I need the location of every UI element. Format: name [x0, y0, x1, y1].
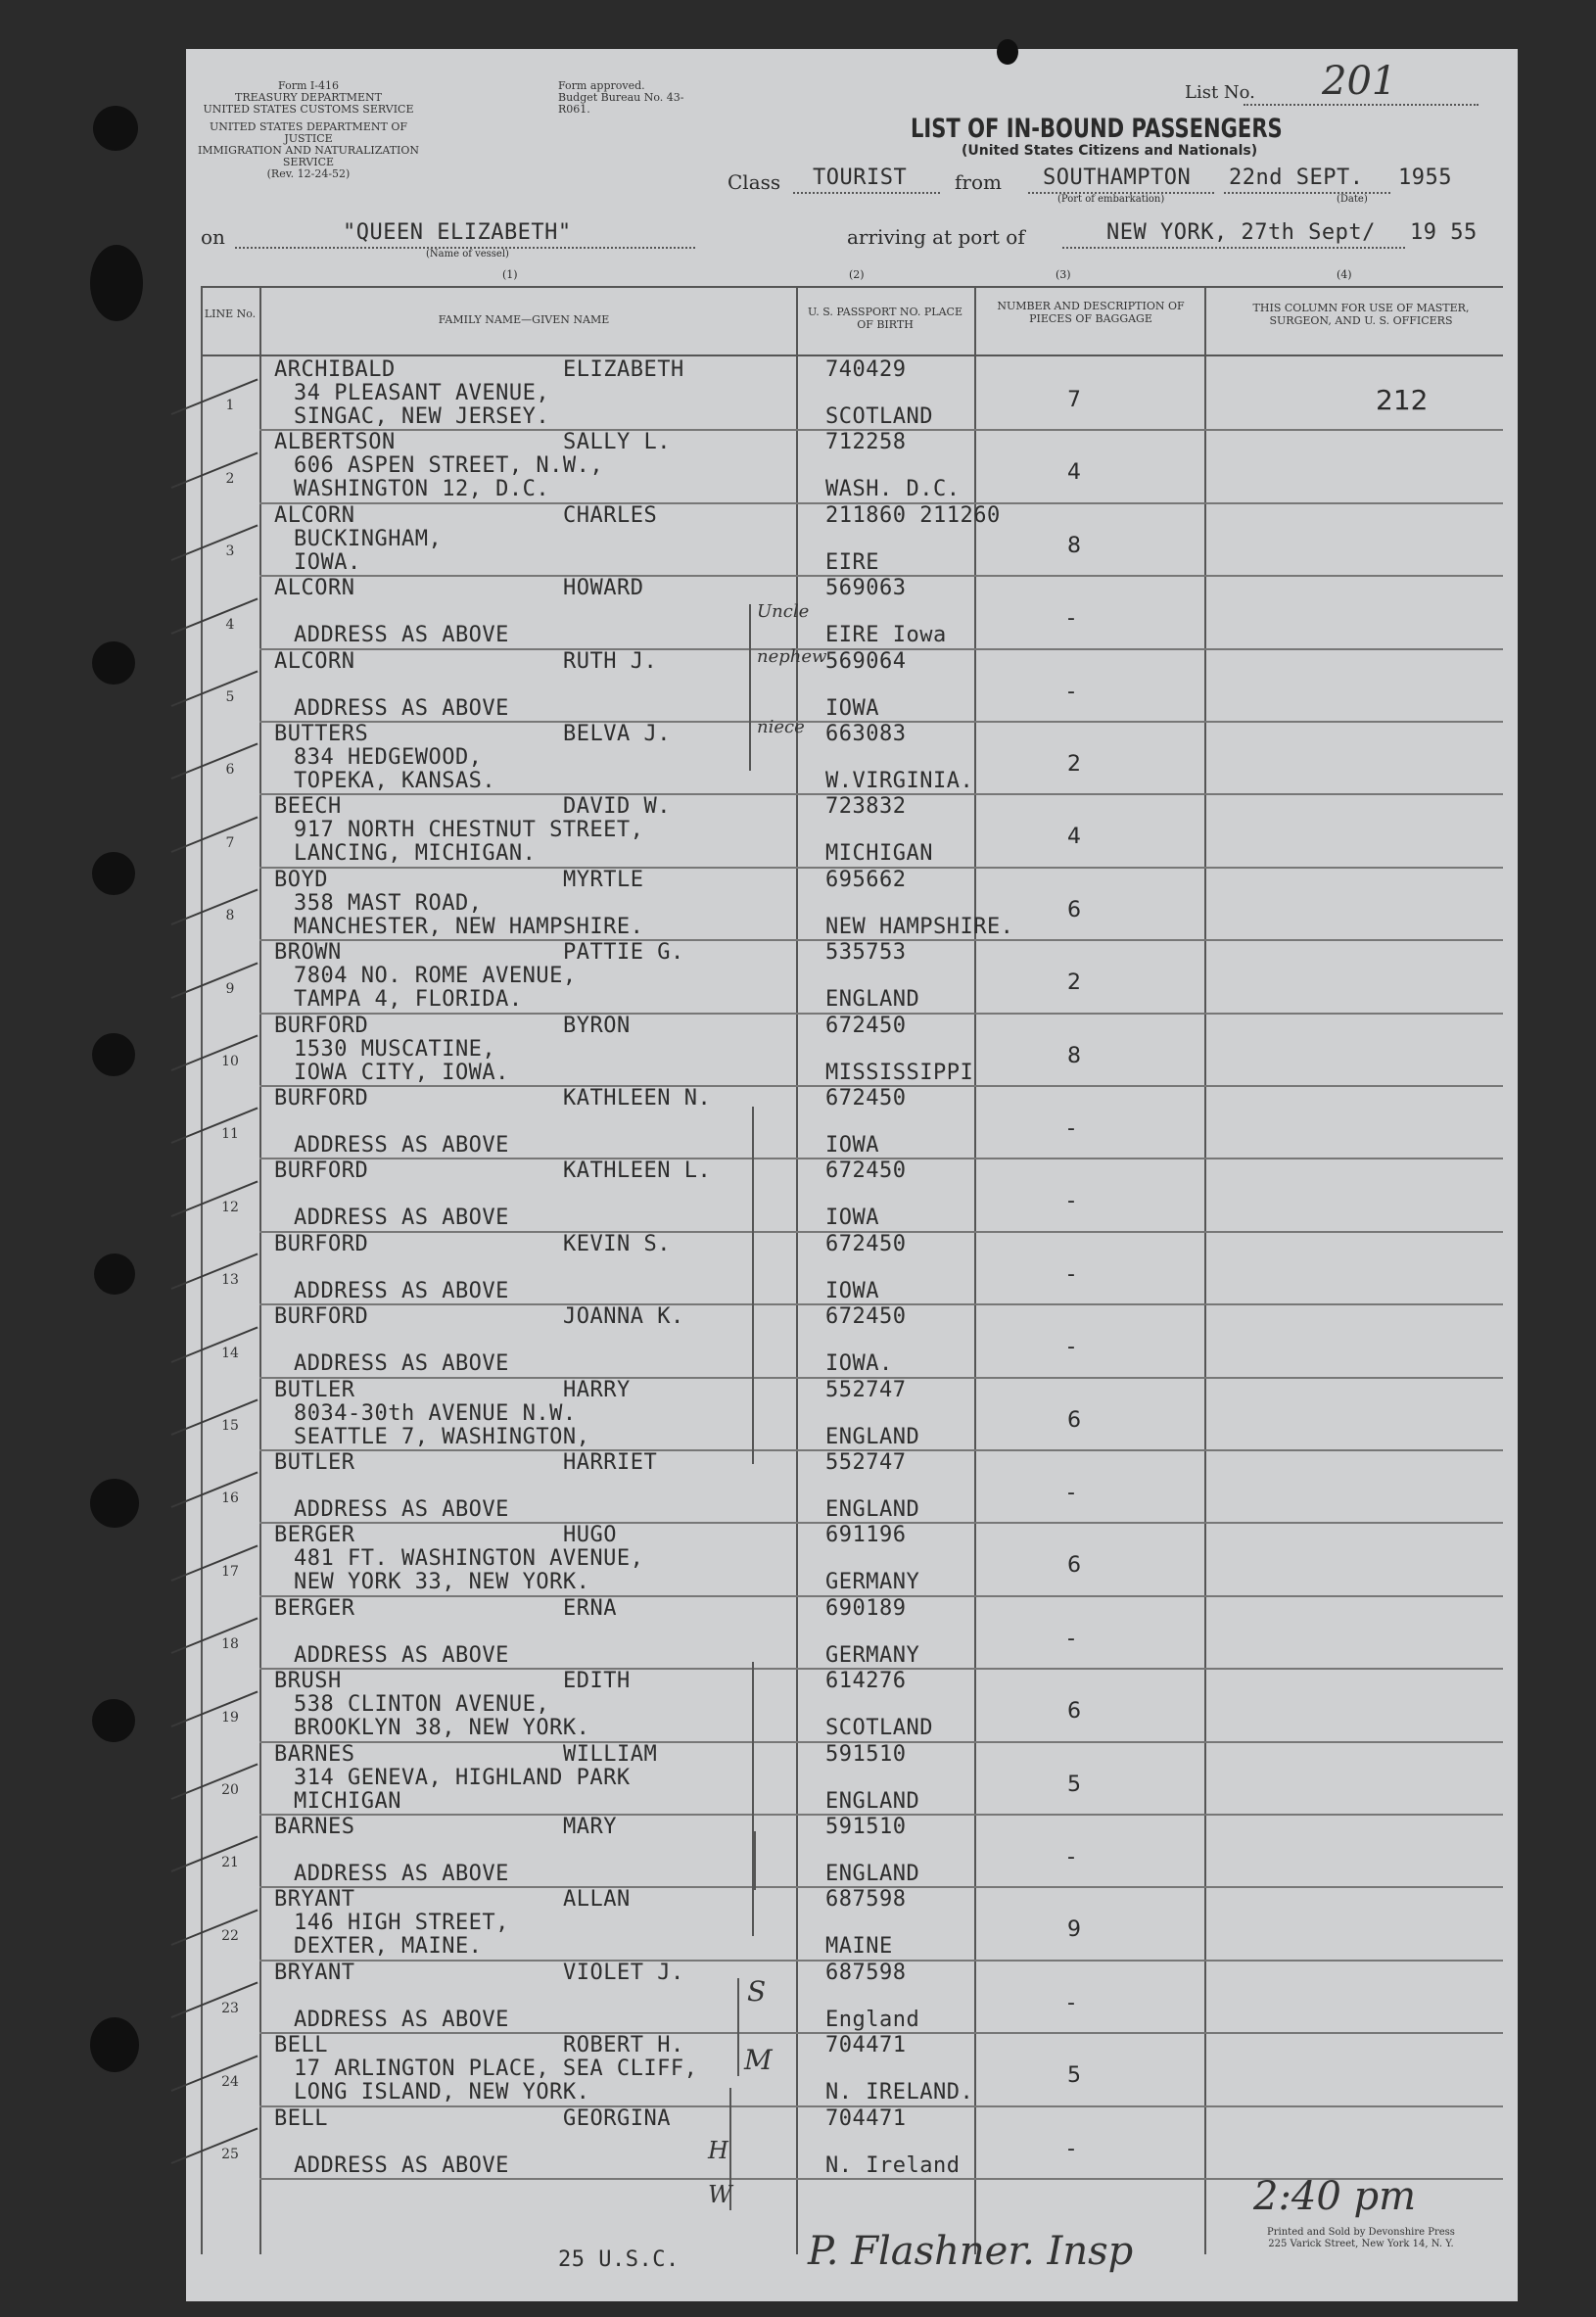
- table-row: [201, 941, 1503, 1014]
- line-number: 4: [225, 616, 235, 633]
- place-of-birth: MAINE: [825, 1934, 893, 1960]
- line-number: 10: [221, 1053, 239, 1069]
- given-name: HARRY: [563, 1377, 631, 1402]
- given-name: KATHLEEN L.: [563, 1158, 712, 1184]
- table-row: [201, 1305, 1503, 1378]
- line-number: 13: [221, 1272, 239, 1289]
- address-line-2: ADDRESS AS ABOVE: [294, 1862, 509, 1886]
- address-line-2: IOWA.: [294, 549, 361, 575]
- line-number: 1: [225, 398, 235, 414]
- place-of-birth: N. IRELAND.: [825, 2080, 974, 2105]
- list-no-label: List No.: [1185, 82, 1255, 103]
- place-of-birth: IOWA: [825, 1278, 879, 1303]
- family-name: BUTLER: [274, 1377, 355, 1402]
- table-row: [201, 1159, 1503, 1232]
- family-name: BARNES: [274, 1815, 355, 1839]
- baggage-count: -: [1067, 679, 1075, 704]
- given-name: CHARLES: [563, 502, 658, 528]
- baggage-count: 5: [1067, 2063, 1081, 2089]
- form-approval: Form approved. Budget Bureau No. 43-R061.: [558, 79, 684, 116]
- family-name: BRUSH: [274, 1669, 342, 1694]
- address-line-2: MICHIGAN: [294, 1788, 401, 1814]
- place-of-birth: W.VIRGINIA.: [825, 769, 974, 793]
- given-name: ALLAN: [563, 1887, 631, 1913]
- line-number: 14: [221, 1345, 239, 1361]
- table-row: [201, 1524, 1503, 1596]
- note-s: S: [747, 1975, 767, 2008]
- address-line-2: SEATTLE 7, WASHINGTON,: [294, 1424, 590, 1449]
- family-name: BERGER: [274, 1595, 355, 1621]
- table-row: [201, 1087, 1503, 1159]
- given-name: KATHLEEN N.: [563, 1086, 712, 1111]
- address-line-2: ADDRESS AS ABOVE: [294, 2152, 509, 2178]
- passport-number: 704471: [825, 2033, 907, 2058]
- punch-hole: [90, 1479, 139, 1528]
- baggage-count: -: [1067, 1116, 1075, 1141]
- given-name: BELVA J.: [563, 722, 671, 746]
- address-line-2: IOWA CITY, IOWA.: [294, 1060, 509, 1085]
- given-name: HUGO: [563, 1523, 617, 1548]
- date-value: 22nd SEPT.: [1229, 166, 1364, 190]
- table-row: [201, 577, 1503, 649]
- family-name: BROWN: [274, 940, 342, 966]
- note-nephew: nephew: [757, 646, 827, 667]
- place-of-birth: EIRE Iowa: [825, 623, 947, 648]
- passport-number: 712258: [825, 430, 907, 455]
- family-name: BURFORD: [274, 1158, 369, 1184]
- address-line-1: 1530 MUSCATINE,: [294, 1036, 496, 1062]
- line-number: 19: [221, 1709, 239, 1726]
- col-num-3: (3): [1056, 268, 1071, 281]
- officer-note: 212: [1376, 384, 1429, 416]
- address-line-1: 146 HIGH STREET,: [294, 1911, 509, 1936]
- family-name: BURFORD: [274, 1086, 369, 1111]
- address-line-1: 17 ARLINGTON PLACE, SEA CLIFF,: [294, 2057, 698, 2082]
- note-niece: niece: [757, 717, 805, 737]
- table-row: [201, 1888, 1503, 1961]
- date-year: 1955: [1398, 166, 1452, 190]
- passport-number: 552747: [825, 1450, 907, 1475]
- family-name: ALCORN: [274, 576, 355, 601]
- family-name: BUTTERS: [274, 722, 369, 746]
- baggage-count: -: [1067, 1990, 1075, 2015]
- table-row: [201, 795, 1503, 868]
- passport-number: 614276: [825, 1669, 907, 1694]
- arriving-label: arriving at port of: [847, 225, 1025, 249]
- baggage-count: 6: [1067, 1407, 1081, 1433]
- address-line-2: ADDRESS AS ABOVE: [294, 1278, 509, 1303]
- given-name: HARRIET: [563, 1450, 658, 1475]
- address-line-1: 8034-30th AVENUE N.W.: [294, 1400, 577, 1426]
- address-line-1: BUCKINGHAM,: [294, 526, 443, 551]
- place-of-birth: ENGLAND: [825, 1862, 920, 1886]
- address-line-2: LONG ISLAND, NEW YORK.: [294, 2080, 590, 2105]
- address-line-2: ADDRESS AS ABOVE: [294, 695, 509, 721]
- address-line-1: 606 ASPEN STREET, N.W.,: [294, 453, 604, 479]
- table-row: [201, 723, 1503, 795]
- punch-hole: [92, 1033, 135, 1076]
- place-of-birth: ENGLAND: [825, 1424, 920, 1449]
- table-row: [201, 1233, 1503, 1305]
- place-of-birth: England: [825, 2007, 920, 2032]
- punch-hole: [90, 245, 143, 321]
- note-w: W: [708, 2181, 732, 2208]
- baggage-count: -: [1067, 2136, 1075, 2161]
- vessel-caption: (Name of vessel): [426, 249, 509, 260]
- passport-number: 672450: [825, 1158, 907, 1184]
- col-baggage: NUMBER AND DESCRIPTION OF PIECES OF BAGGAGE: [997, 300, 1185, 325]
- table-top-rule: [201, 286, 1503, 288]
- baggage-count: -: [1067, 1845, 1075, 1869]
- line-number: 2: [225, 470, 235, 487]
- address-line-2: ADDRESS AS ABOVE: [294, 1206, 509, 1231]
- place-of-birth: IOWA.: [825, 1351, 893, 1377]
- given-name: PATTIE G.: [563, 940, 684, 966]
- baggage-count: 2: [1067, 970, 1081, 996]
- note-m: M: [744, 2044, 773, 2076]
- table-row: [201, 504, 1503, 577]
- line-number: 21: [221, 1855, 239, 1871]
- address-line-1: 917 NORTH CHESTNUT STREET,: [294, 818, 644, 843]
- address-line-2: NEW YORK 33, NEW YORK.: [294, 1570, 590, 1595]
- table-row: [201, 1379, 1503, 1451]
- family-name: ALCORN: [274, 648, 355, 674]
- bracket-burford: [752, 1107, 754, 1464]
- passport-number: 723832: [825, 794, 907, 820]
- given-name: GEORGINA: [563, 2105, 671, 2131]
- place-of-birth: ENGLAND: [825, 1788, 920, 1814]
- table-row: [201, 1015, 1503, 1087]
- passport-number: 672450: [825, 1013, 907, 1038]
- punch-hole: [92, 641, 135, 685]
- given-name: MYRTLE: [563, 867, 644, 892]
- arrival-year: 19 55: [1410, 220, 1478, 245]
- address-line-2: LANCING, MICHIGAN.: [294, 841, 537, 867]
- table-row: [201, 431, 1503, 503]
- line-number: 18: [221, 1636, 239, 1653]
- place-of-birth: MICHIGAN: [825, 841, 933, 867]
- from-caption: (Port of embarkation): [1057, 194, 1165, 205]
- place-of-birth: EIRE: [825, 549, 879, 575]
- passport-number: 663083: [825, 722, 907, 746]
- table-row: [201, 2034, 1503, 2106]
- date-caption: (Date): [1337, 194, 1368, 205]
- baggage-count: 8: [1067, 1043, 1081, 1068]
- line-number: 7: [225, 834, 235, 851]
- given-name: MARY: [563, 1815, 617, 1839]
- passport-number: 704471: [825, 2105, 907, 2131]
- baggage-count: 6: [1067, 897, 1081, 922]
- on-label: on: [201, 225, 225, 249]
- place-of-birth: SCOTLAND: [825, 404, 933, 429]
- passport-number: 211860 211260: [825, 502, 1001, 528]
- list-no-line: [1244, 104, 1479, 106]
- line-number: 22: [221, 1927, 239, 1944]
- baggage-count: -: [1067, 606, 1075, 632]
- address-line-1: 358 MAST ROAD,: [294, 890, 483, 916]
- place-of-birth: N. Ireland: [825, 2152, 961, 2178]
- given-name: ROBERT H.: [563, 2033, 684, 2058]
- address-line-1: 538 CLINTON AVENUE,: [294, 1692, 550, 1718]
- table-row: [201, 650, 1503, 723]
- address-line-2: ADDRESS AS ABOVE: [294, 623, 509, 648]
- given-name: HOWARD: [563, 576, 644, 601]
- punch-hole: [94, 1253, 135, 1295]
- line-number: 11: [221, 1126, 239, 1143]
- baggage-count: 7: [1067, 388, 1081, 412]
- given-name: ELIZABETH: [563, 357, 684, 382]
- passport-number: 687598: [825, 1887, 907, 1913]
- col-num-4: (4): [1337, 268, 1352, 281]
- passport-number: 740429: [825, 357, 907, 382]
- line-number: 9: [225, 980, 235, 997]
- address-line-2: ADDRESS AS ABOVE: [294, 1497, 509, 1522]
- family-name: BRYANT: [274, 1960, 355, 1985]
- class-value: TOURIST: [813, 166, 908, 190]
- bracket-bryant: [737, 1978, 739, 2076]
- line-number: 23: [221, 2001, 239, 2017]
- arrival-port: NEW YORK, 27th Sept/: [1106, 220, 1376, 245]
- passport-number: 591510: [825, 1815, 907, 1839]
- bracket-alcorn: [749, 604, 751, 771]
- punch-hole: [997, 39, 1018, 65]
- line-number: 6: [225, 762, 235, 779]
- place-of-birth: IOWA: [825, 1206, 879, 1231]
- place-of-birth: ENGLAND: [825, 1497, 920, 1522]
- table-row: [201, 869, 1503, 941]
- baggage-count: 5: [1067, 1772, 1081, 1797]
- address-line-2: TAMPA 4, FLORIDA.: [294, 987, 523, 1013]
- family-name: BURFORD: [274, 1013, 369, 1038]
- line-number: 5: [225, 688, 235, 705]
- family-name: BEECH: [274, 794, 342, 820]
- place-of-birth: GERMANY: [825, 1642, 920, 1668]
- family-name: ALCORN: [274, 502, 355, 528]
- passenger-table: [201, 286, 1503, 2254]
- place-of-birth: IOWA: [825, 1133, 879, 1158]
- passport-number: 552747: [825, 1377, 907, 1402]
- passport-number: 569064: [825, 648, 907, 674]
- place-of-birth: ENGLAND: [825, 987, 920, 1013]
- place-of-birth: MISSISSIPPI: [825, 1060, 974, 1085]
- class-line: [793, 192, 940, 194]
- table-row: [201, 1962, 1503, 2034]
- table-row: [201, 1597, 1503, 1670]
- line-number: 20: [221, 1781, 239, 1798]
- baggage-count: 4: [1067, 825, 1081, 850]
- passport-number: 695662: [825, 867, 907, 892]
- printer-credit: Printed and Sold by Devonshire Press 225 Varick Street, New York 14, N. Y.: [1267, 2227, 1455, 2249]
- form-id-block: Form I-416 TREASURY DEPARTMENT UNITED STATES CUSTOMS SERVICE UNITED STATES DEPARTMENT OF JUSTICE IMMIGRATION AND NATURALIZATION SERVICE (Rev. 12-24-52): [197, 79, 420, 180]
- baggage-count: -: [1067, 1481, 1075, 1505]
- address-line-1: 34 PLEASANT AVENUE,: [294, 381, 550, 405]
- place-of-birth: SCOTLAND: [825, 1716, 933, 1741]
- baggage-count: 4: [1067, 460, 1081, 486]
- family-name: BELL: [274, 2033, 328, 2058]
- family-name: BARNES: [274, 1741, 355, 1767]
- address-line-2: SINGAC, NEW JERSEY.: [294, 404, 550, 429]
- baggage-count: 2: [1067, 752, 1081, 777]
- family-name: ALBERTSON: [274, 430, 396, 455]
- family-name: BURFORD: [274, 1304, 369, 1330]
- line-number: 8: [225, 908, 235, 924]
- table-row: [201, 1451, 1503, 1524]
- given-name: RUTH J.: [563, 648, 658, 674]
- time-note: 2:40 pm: [1253, 2174, 1417, 2219]
- line-number: 3: [225, 544, 235, 560]
- col-line-no: LINE No.: [204, 307, 257, 320]
- footer-statute: 25 U.S.C.: [558, 2247, 680, 2272]
- table-row: [201, 2107, 1503, 2180]
- from-value: SOUTHAMPTON: [1043, 166, 1192, 190]
- class-label: Class: [728, 170, 781, 194]
- table-row: [201, 1743, 1503, 1816]
- given-name: VIOLET J.: [563, 1960, 684, 1985]
- passport-number: 535753: [825, 940, 907, 966]
- header-rule: [201, 355, 1503, 356]
- baggage-count: -: [1067, 1335, 1075, 1360]
- punch-hole: [93, 106, 138, 151]
- line-number: 15: [221, 1417, 239, 1434]
- passport-number: 690189: [825, 1595, 907, 1621]
- line-number: 12: [221, 1199, 239, 1215]
- address-line-2: ADDRESS AS ABOVE: [294, 2007, 509, 2032]
- address-line-2: MANCHESTER, NEW HAMPSHIRE.: [294, 914, 644, 939]
- note-h: H: [708, 2137, 728, 2164]
- col-num-2: (2): [849, 268, 865, 281]
- family-name: BURFORD: [274, 1231, 369, 1256]
- given-name: SALLY L.: [563, 430, 671, 455]
- table-row: [201, 358, 1503, 431]
- address-line-2: DEXTER, MAINE.: [294, 1934, 483, 1960]
- baggage-count: -: [1067, 1626, 1075, 1651]
- line-number: 17: [221, 1563, 239, 1580]
- vessel-name: "QUEEN ELIZABETH": [343, 220, 572, 245]
- address-line-1: 834 HEDGEWOOD,: [294, 745, 483, 770]
- port-line: [1062, 247, 1405, 249]
- col-passport: U. S. PASSPORT NO. PLACE OF BIRTH: [807, 306, 963, 331]
- given-name: JOANNA K.: [563, 1304, 684, 1330]
- punch-hole: [92, 1699, 135, 1742]
- given-name: DAVID W.: [563, 794, 671, 820]
- page-title: LIST OF IN-BOUND PASSENGERS: [911, 114, 1283, 144]
- page-subtitle: (United States Citizens and Nationals): [962, 143, 1258, 159]
- baggage-count: 6: [1067, 1553, 1081, 1579]
- punch-hole: [92, 852, 135, 895]
- family-name: BOYD: [274, 867, 328, 892]
- family-name: BELL: [274, 2105, 328, 2131]
- col-num-1: (1): [502, 268, 518, 281]
- baggage-count: -: [1067, 1189, 1075, 1214]
- bracket-berger: [752, 1662, 754, 1936]
- family-name: BRYANT: [274, 1887, 355, 1913]
- place-of-birth: GERMANY: [825, 1570, 920, 1595]
- col-name: FAMILY NAME—GIVEN NAME: [438, 313, 610, 326]
- given-name: WILLIAM: [563, 1741, 658, 1767]
- table-row: [201, 1816, 1503, 1888]
- inspector-signature: P. Flashner. Insp: [808, 2229, 1134, 2274]
- passport-number: 672450: [825, 1086, 907, 1111]
- list-no-value: 201: [1322, 59, 1397, 104]
- address-line-2: ADDRESS AS ABOVE: [294, 1642, 509, 1668]
- address-line-2: TOPEKA, KANSAS.: [294, 769, 496, 793]
- address-line-1: 481 FT. WASHINGTON AVENUE,: [294, 1546, 644, 1572]
- col-officers: THIS COLUMN FOR USE OF MASTER, SURGEON, AND U. S. OFFICERS: [1252, 302, 1470, 327]
- line-number: 25: [221, 2146, 239, 2162]
- line-number: 16: [221, 1490, 239, 1507]
- address-line-2: BROOKLYN 38, NEW YORK.: [294, 1716, 590, 1741]
- from-label: from: [955, 170, 1002, 194]
- line-number: 24: [221, 2073, 239, 2090]
- passport-number: 591510: [825, 1741, 907, 1767]
- bracket-barnes: [754, 1831, 756, 1890]
- passport-number: 691196: [825, 1523, 907, 1548]
- passport-number: 672450: [825, 1231, 907, 1256]
- place-of-birth: WASH. D.C.: [825, 477, 961, 502]
- address-line-1: 7804 NO. ROME AVENUE,: [294, 964, 577, 989]
- address-line-2: WASHINGTON 12, D.C.: [294, 477, 550, 502]
- manifest-page: [186, 49, 1518, 2301]
- baggage-count: 6: [1067, 1699, 1081, 1725]
- family-name: BUTLER: [274, 1450, 355, 1475]
- table-row: [201, 1670, 1503, 1742]
- baggage-count: 8: [1067, 533, 1081, 558]
- address-line-1: 314 GENEVA, HIGHLAND PARK: [294, 1765, 631, 1790]
- address-line-2: ADDRESS AS ABOVE: [294, 1133, 509, 1158]
- given-name: KEVIN S.: [563, 1231, 671, 1256]
- address-line-2: ADDRESS AS ABOVE: [294, 1351, 509, 1377]
- place-of-birth: IOWA: [825, 695, 879, 721]
- baggage-count: -: [1067, 1261, 1075, 1287]
- baggage-count: 9: [1067, 1917, 1081, 1943]
- family-name: BERGER: [274, 1523, 355, 1548]
- passport-number: 687598: [825, 1960, 907, 1985]
- note-uncle: Uncle: [757, 601, 810, 622]
- given-name: ERNA: [563, 1595, 617, 1621]
- place-of-birth: NEW HAMPSHIRE.: [825, 914, 1014, 939]
- passport-number: 569063: [825, 576, 907, 601]
- given-name: EDITH: [563, 1669, 631, 1694]
- passport-number: 672450: [825, 1304, 907, 1330]
- punch-hole: [90, 2017, 139, 2072]
- family-name: ARCHIBALD: [274, 357, 396, 382]
- given-name: BYRON: [563, 1013, 631, 1038]
